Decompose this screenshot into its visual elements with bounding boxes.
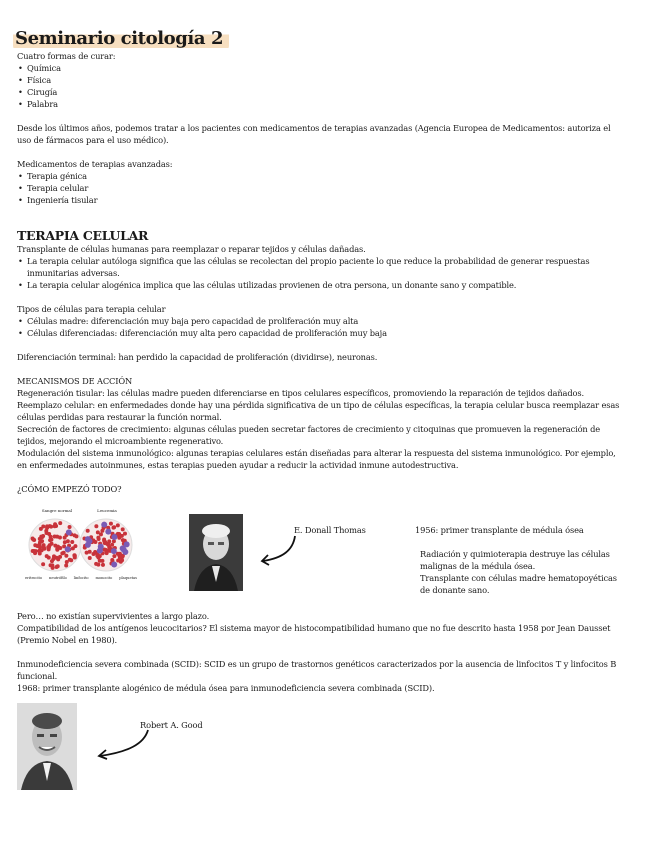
list-item: • Terapia celular [17,182,625,194]
mechanisms-heading: MECANISMOS DE ACCIÓN [17,376,133,386]
legend-item: neutrófilo [49,576,67,580]
list-item: • Química [17,62,625,74]
milestone-text: 1956: primer transplante de médula ósea [415,525,584,535]
scid-line: Inmunodeficiencia severa combinada (SCID): SCID es un grupo de trastornos genéticos caracterizados por la ausencia de linfocitos T y linfocitos B funcional. [17,659,617,681]
blood-smear-image [25,514,137,576]
mechanism-line: Modulación del sistema inmunológico: algunas terapias celulares están diseñadas para alterar la respuesta del sistema inmunológico. Por ejemplo, en enfermedades autoinmunes, estas terapias pueden ayudar a reducir la actividad inmune autodestructiva. [17,448,616,470]
arrow-icon [257,534,301,566]
legend-item: linfocito [73,576,89,580]
ema-paragraph: Desde los últimos años, podemos tratar a los pacientes con medicamentos de terapias avanzadas (Agencia Europea de Medicamentos: autoriza el uso de fármacos para el uso médico). [17,123,611,145]
cell-types-list [17,315,625,339]
document [17,28,625,495]
mechanism-line: Regeneración tisular: las células madre pueden diferenciarse en tipos celulares específicos, promoviendo la reparación de tejidos dañados. [17,388,584,398]
intro-lead: Cuatro formas de curar: [17,51,116,61]
mechanism-line: Secreción de factores de crecimiento: algunas células pueden secretar factores de crecimiento y citoquinas que promueven la regeneración de tejidos, mejorando el microambiente regenerativo. [17,424,601,446]
photo-e-donall-thomas [189,514,243,591]
note-text: Transplante con células madre hematopoyéticas de donante sano. [420,573,617,595]
terminal-differentiation: Diferenciación terminal: han perdido la capacidad de proliferación (dividirse), neuronas. [17,352,378,362]
legend-item: plaquetas [119,576,137,580]
list-item: • Terapia génica [17,170,625,182]
list-item: • Cirugía [17,86,625,98]
normal-blood-label: Sangre normal [41,508,73,513]
legend-item: monocito [95,576,113,580]
list-item: • Ingeniería tisular [17,194,625,206]
section-title: TERAPIA CELULAR [17,228,149,243]
page-title: Seminario citología 2 [13,28,229,50]
followup-line: Compatibilidad de los antígenos leucocitarios? El sistema mayor de histocompatibilidad humano que no fue descrito hasta 1958 por Jean Dausset (Premio Nobel en 1980). [17,623,611,645]
history-heading: ¿CÓMO EMPEZÓ TODO? [17,484,122,494]
advanced-list [17,170,625,206]
list-item: • La terapia celular autóloga significa que las células se recolectan del propio paciente lo que reduce la probabilidad de generar respuestas inmunitarias adversas. [17,255,625,279]
scid-line: 1968: primer transplante alogénico de médula ósea para inmunodeficiencia severa combinada (SCID). [17,683,435,693]
list-item: • Física [17,74,625,86]
person-name: Robert A. Good [140,720,203,730]
list-item: • Células diferenciadas: diferenciación muy alta pero capacidad de proliferación muy baja [17,327,625,339]
advanced-lead: Medicamentos de terapias avanzadas: [17,159,173,169]
cell-therapy-lead: Transplante de células humanas para reemplazar o reparar tejidos y células dañadas. [17,244,366,254]
legend-item: eritrocito [25,576,43,580]
figure-legend [25,576,137,581]
mechanism-line: Reemplazo celular: en enfermedades donde hay una pérdida significativa de un tipo de células específicas, la terapia celular busca reemplazar esas células perdidas para restaurar la función normal. [17,400,620,422]
blood-comparison-figure [25,508,137,590]
intro-list [17,62,625,110]
cell-therapy-list [17,255,625,291]
person-name: E. Donall Thomas [294,525,366,535]
photo-robert-a-good [17,703,77,790]
list-item: • La terapia celular alogénica implica que las células utilizadas provienen de otra persona, un donante sano y compatible. [17,279,625,291]
arrow-icon [96,728,152,760]
list-item: • Células madre: diferenciación muy baja pero capacidad de proliferación muy alta [17,315,625,327]
leukemia-label: Leucemia [97,508,117,513]
followup-line: Pero… no existían supervivientes a largo plazo. [17,611,210,621]
list-item: • Palabra [17,98,625,110]
note-text: Radiación y quimioterapia destruye las células malignas de la médula ósea. [420,549,610,571]
cell-types-lead: Tipos de células para terapia celular [17,304,166,314]
